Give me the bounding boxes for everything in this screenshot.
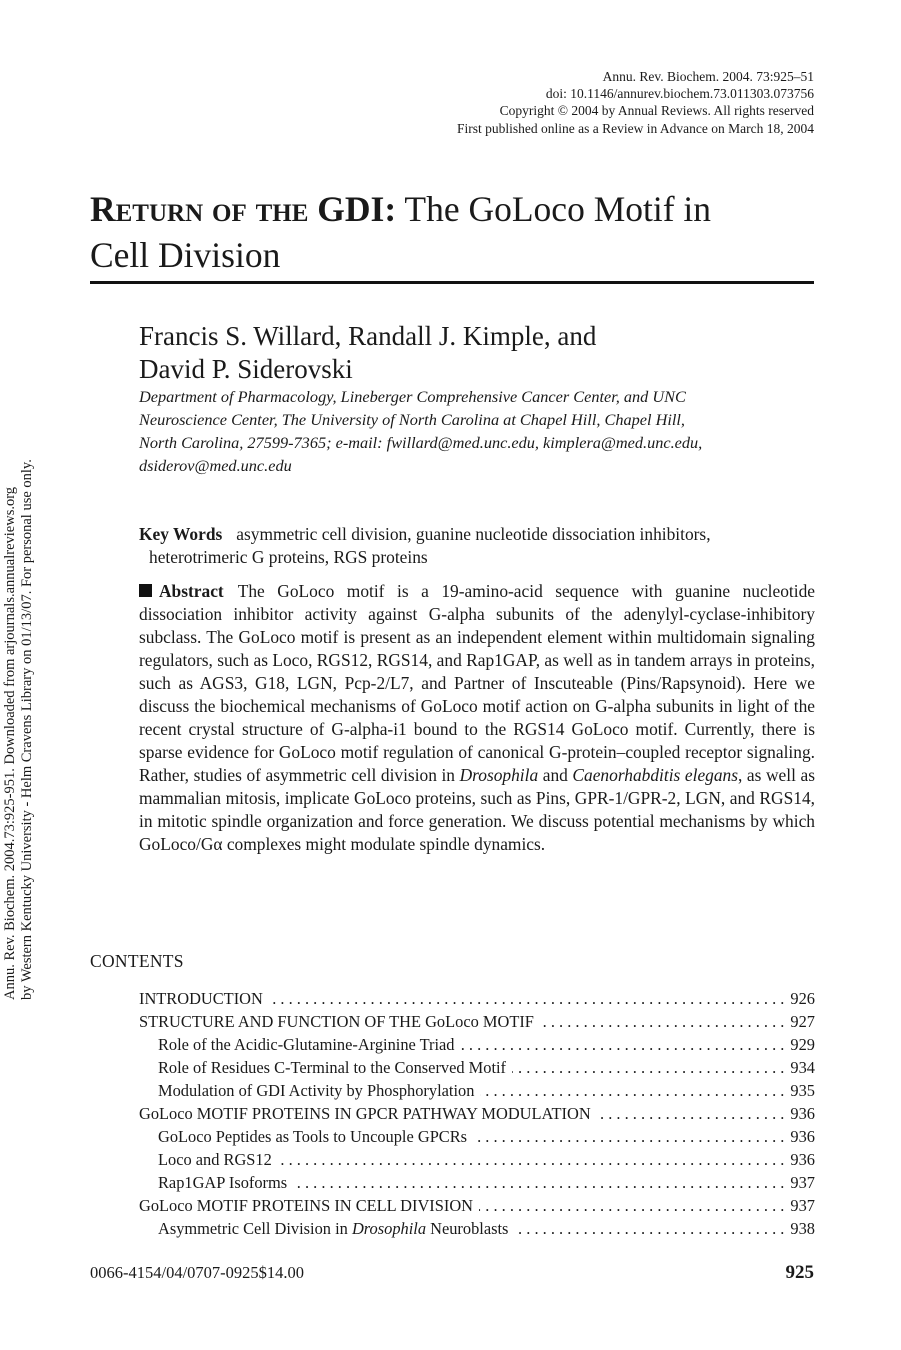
toc-entry-page: 927 xyxy=(790,1012,815,1031)
toc-leader-dots xyxy=(269,987,785,1010)
toc-entry-title: GoLoco MOTIF PROTEINS IN CELL DIVISION xyxy=(139,1196,474,1215)
toc-entry-title: Role of Residues C-Terminal to the Conserved Motif xyxy=(158,1058,507,1077)
abstract-block xyxy=(139,580,815,856)
toc-entry-page: 936 xyxy=(790,1150,815,1169)
toc-entry-title: Loco and RGS12 xyxy=(158,1150,272,1169)
toc-entry-page: 934 xyxy=(790,1058,815,1077)
abstract-italic-c-elegans: Caenorhabditis elegans xyxy=(572,765,739,785)
abstract-label: Abstract xyxy=(159,581,224,601)
toc-title-italic: Drosophila xyxy=(351,1219,427,1238)
copyright-line: Copyright © 2004 by Annual Reviews. All rights reserved xyxy=(499,103,814,119)
table-of-contents xyxy=(139,987,815,1240)
journal-citation: Annu. Rev. Biochem. 2004. 73:925–51 xyxy=(602,69,814,84)
affiliation xyxy=(139,385,815,477)
toc-entry-title: GoLoco Peptides as Tools to Uncouple GPCRs xyxy=(158,1127,468,1146)
author-list xyxy=(139,320,819,386)
download-notice-line-1: Annu. Rev. Biochem. 2004.73:925-951. Downloaded from arjournals.annualreviews.org xyxy=(2,486,18,1000)
toc-entry-title xyxy=(158,1217,508,1240)
toc-title-part: Neuroblasts xyxy=(426,1219,509,1238)
affiliation-line-1: Department of Pharmacology, Lineberger Comprehensive Cancer Center, and UNC xyxy=(139,387,686,406)
keywords-label: Key Words xyxy=(139,524,223,544)
toc-entry[interactable] xyxy=(139,987,815,1010)
toc-entry[interactable] xyxy=(139,1102,815,1125)
toc-entry-page: 935 xyxy=(790,1081,815,1100)
affiliation-line-3: North Carolina, 27599-7365; e-mail: fwillard@med.unc.edu, kimplera@med.unc.edu, xyxy=(139,433,703,452)
toc-leader-dots xyxy=(540,1010,785,1033)
doi-line: doi: 10.1146/annurev.biochem.73.011303.073756 xyxy=(545,86,814,102)
toc-leader-dots xyxy=(479,1194,784,1217)
toc-entry-page: 938 xyxy=(790,1219,815,1238)
article-title xyxy=(90,186,814,278)
toc-leader-dots xyxy=(512,1056,784,1079)
abstract-text-2: and xyxy=(538,765,573,785)
affiliation-line-4: dsiderov@med.unc.edu xyxy=(139,456,292,475)
title-line-1-rest: The GoLoco Motif in xyxy=(396,189,712,229)
abstract-italic-drosophila: Drosophila xyxy=(459,765,539,785)
publication-date-line: First published online as a Review in Advance on March 18, 2004 xyxy=(457,120,814,136)
toc-entry-title: Modulation of GDI Activity by Phosphorylation xyxy=(158,1081,475,1100)
authors-line-1: Francis S. Willard, Randall J. Kimple, and xyxy=(139,321,597,351)
toc-leader-dots xyxy=(480,1079,784,1102)
keywords-line-1: asymmetric cell division, guanine nucleotide dissociation inhibitors, xyxy=(236,524,711,544)
authors-line-2: David P. Siderovski xyxy=(139,354,353,384)
toc-leader-dots xyxy=(473,1125,784,1148)
keywords-block xyxy=(139,523,815,569)
citation-header xyxy=(457,68,814,137)
toc-entry-page: 937 xyxy=(790,1173,815,1192)
keywords-line-2: heterotrimeric G proteins, RGS proteins xyxy=(149,547,428,567)
title-line-2: Cell Division xyxy=(90,235,281,275)
toc-entry-page: 929 xyxy=(790,1035,815,1054)
toc-leader-dots xyxy=(514,1217,784,1240)
abstract-text-3: , as well as mammalian mitosis, implicate GoLoco proteins, such as Pins, GPR-1/GPR-2, LGN, and RGS14, in mitotic spindle organization and force generation. We discuss potential mechanisms by which GoLoco/Gα complexes might modulate spindle dynamics. xyxy=(139,765,815,854)
toc-entry-title: INTRODUCTION xyxy=(139,989,263,1008)
abstract-bullet-icon xyxy=(139,584,152,597)
toc-leader-dots xyxy=(293,1171,784,1194)
toc-subentry[interactable] xyxy=(139,1171,815,1194)
toc-leader-dots xyxy=(597,1102,785,1125)
toc-subentry[interactable] xyxy=(139,1079,815,1102)
toc-title-part: Asymmetric Cell Division in xyxy=(158,1219,352,1238)
toc-leader-dots xyxy=(278,1148,785,1171)
toc-entry-title: Role of the Acidic-Glutamine-Arginine Triad xyxy=(158,1035,455,1054)
toc-entry[interactable] xyxy=(139,1010,815,1033)
affiliation-line-2: Neuroscience Center, The University of North Carolina at Chapel Hill, Chapel Hill, xyxy=(139,410,685,429)
toc-entry-page: 937 xyxy=(790,1196,815,1215)
toc-entry-title: GoLoco MOTIF PROTEINS IN GPCR PATHWAY MODULATION xyxy=(139,1104,591,1123)
toc-subentry[interactable] xyxy=(139,1056,815,1079)
toc-subentry[interactable] xyxy=(139,1125,815,1148)
title-lead: Return of the GDI: xyxy=(90,189,397,229)
toc-subentry[interactable] xyxy=(139,1033,815,1056)
download-notice-line-2: by Western Kentucky University - Helm Cravens Library on 01/13/07. For personal use only. xyxy=(19,459,35,1000)
contents-heading: CONTENTS xyxy=(90,951,184,971)
title-divider xyxy=(90,281,814,284)
download-notice xyxy=(2,360,36,1000)
toc-leader-dots xyxy=(461,1033,785,1056)
toc-entry-title: STRUCTURE AND FUNCTION OF THE GoLoco MOTIF xyxy=(139,1012,534,1031)
toc-entry-page: 936 xyxy=(790,1127,815,1146)
toc-entry-title: Rap1GAP Isoforms xyxy=(158,1173,288,1192)
abstract-text-1: The GoLoco motif is a 19-amino-acid sequence with guanine nucleotide dissociation inhibitor activity against G-alpha subunits of the adenylyl-cyclase-inhibitory subclass. The GoLoco motif is present as an independent element within multidomain signaling regulators, such as Loco, RGS12, RGS14, and Rap1GAP, as well as in tandem arrays in proteins, such as AGS3, G18, LGN, Pcp-2/L7, and Partner of Inscuteable (Pins/Rapsynoid). Here we discuss the biochemical mechanisms of GoLoco motif action on G-alpha subunits in light of the recent crystal structure of G-alpha-i1 bound to the RGS14 GoLoco motif. Currently, there is sparse evidence for GoLoco motif regulation of canonical G-protein–coupled receptor signaling. Rather, studies of asymmetric cell division in xyxy=(139,581,815,785)
page-number: 925 xyxy=(785,1262,814,1283)
article-code: 0066-4154/04/0707-0925$14.00 xyxy=(90,1263,305,1282)
toc-entry-page: 936 xyxy=(790,1104,815,1123)
toc-subentry[interactable] xyxy=(139,1148,815,1171)
toc-entry-page: 926 xyxy=(790,989,815,1008)
toc-entry[interactable] xyxy=(139,1194,815,1217)
toc-subentry[interactable] xyxy=(139,1217,815,1240)
